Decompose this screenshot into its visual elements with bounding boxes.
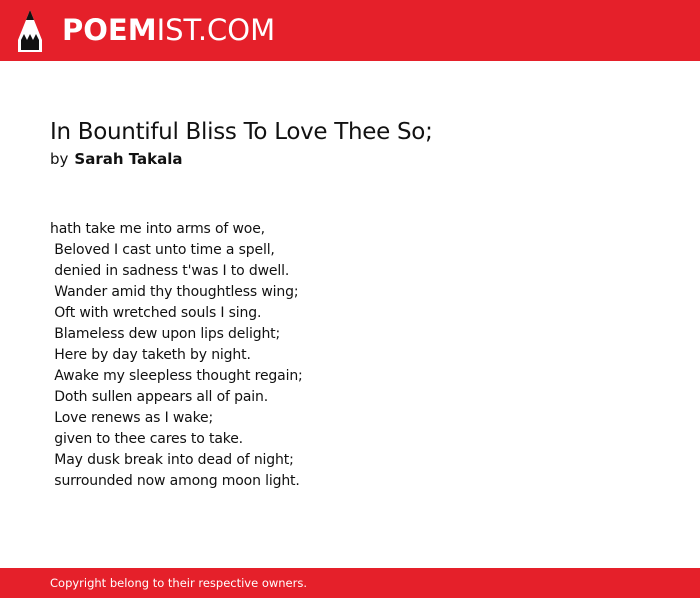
poem-line: Beloved I cast unto time a spell,	[50, 242, 275, 258]
site-header	[0, 0, 700, 61]
poem-line: May dusk break into dead of night;	[50, 452, 294, 468]
copyright-text: Copyright belong to their respective owners.	[50, 576, 308, 590]
poem-line: denied in sadness t'was I to dwell.	[50, 263, 290, 279]
poem-line: Doth sullen appears all of pain.	[50, 389, 269, 405]
poem-byline	[50, 149, 183, 169]
poem-body	[50, 219, 650, 492]
poem-line: surrounded now among moon light.	[50, 473, 300, 489]
poem-line: Oft with wretched souls I sing.	[50, 305, 262, 321]
poem-line: Love renews as I wake;	[50, 410, 214, 426]
poem-line: given to thee cares to take.	[50, 431, 243, 447]
author-name[interactable]: Sarah Takala	[74, 150, 183, 168]
logo-text-light: IST.COM	[156, 13, 276, 47]
poem-title: In Bountiful Bliss To Love Thee So;	[50, 119, 433, 145]
site-logo[interactable]	[62, 12, 275, 48]
logo-text-bold: POEM	[62, 13, 157, 47]
poem-line: hath take me into arms of woe,	[50, 221, 265, 237]
poem-line: Here by day taketh by night.	[50, 347, 251, 363]
poem-line: Blameless dew upon lips delight;	[50, 326, 281, 342]
poem-line: Wander amid thy thoughtless wing;	[50, 284, 299, 300]
by-label: by	[50, 150, 69, 168]
poem-line: Awake my sleepless thought regain;	[50, 368, 303, 384]
site-footer	[0, 568, 700, 598]
pencil-tip-icon	[18, 10, 42, 52]
